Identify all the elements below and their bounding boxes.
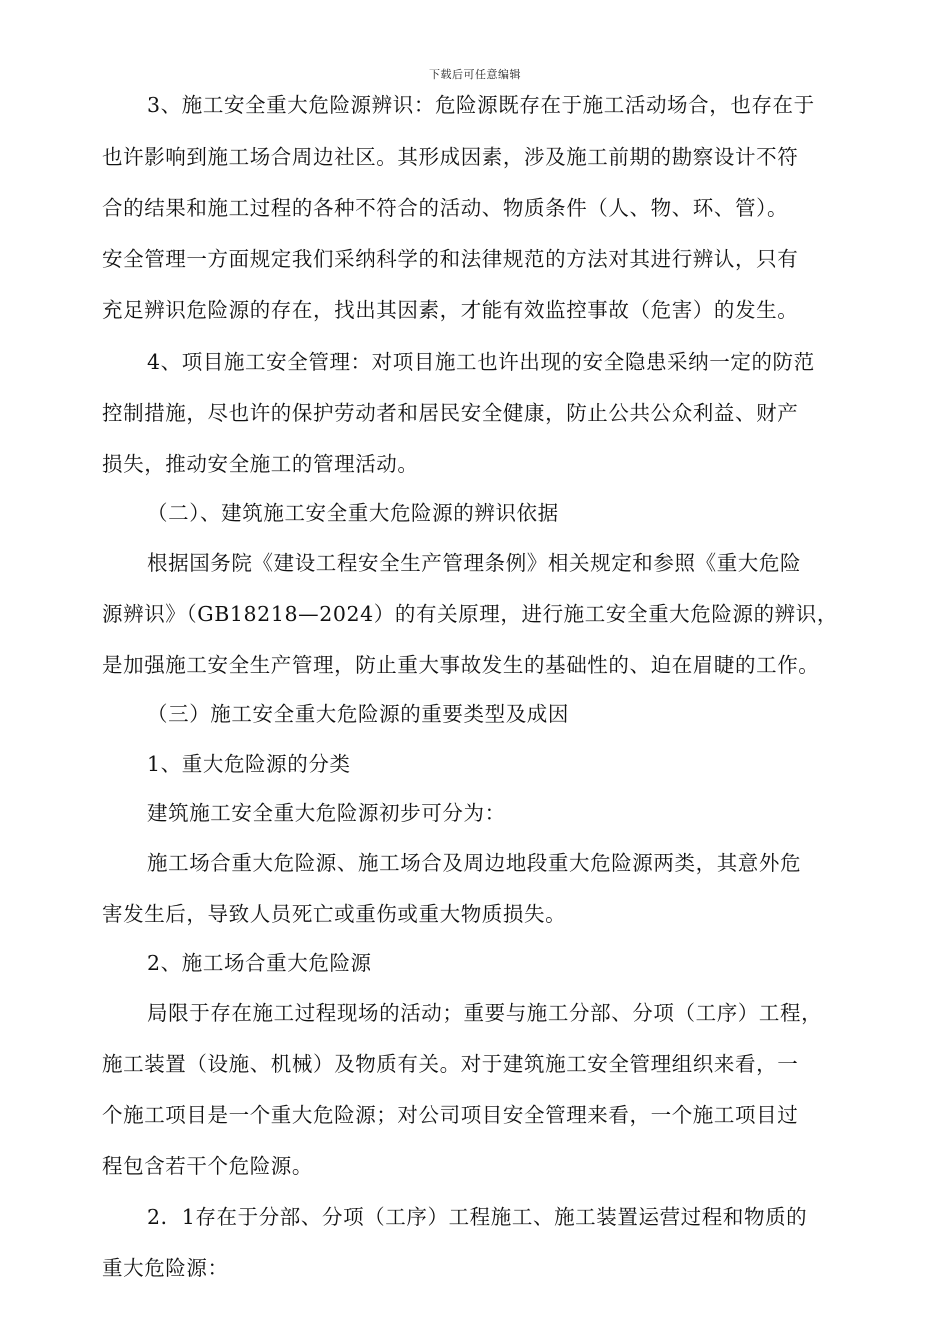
- paragraph-line: 损失，推动安全施工的管理活动。: [102, 452, 419, 476]
- paragraph-line: 安全管理一方面规定我们采纳科学的和法律规范的方法对其进行辨认，只有: [102, 247, 799, 271]
- paragraph-line: 重大危险源：: [102, 1256, 229, 1280]
- paragraph-line: 建筑施工安全重大危险源初步可分为：: [147, 801, 506, 825]
- paragraph-line: 合的结果和施工过程的各种不符合的活动、物质条件（人、物、环、管）。: [102, 196, 789, 220]
- paragraph-line: 3、施工安全重大危险源辨识：危险源既存在于施工活动场合，也存在于: [147, 93, 815, 117]
- paragraph-line: 程包含若干个危险源。: [102, 1154, 313, 1178]
- paragraph-line: 施工装置（设施、机械）及物质有关。对于建筑施工安全管理组织来看，一: [102, 1052, 799, 1076]
- section-heading: （三）施工安全重大危险源的重要类型及成因: [147, 702, 569, 726]
- paragraph-line: 也许影响到施工场合周边社区。其形成因素，涉及施工前期的勘察设计不符: [102, 145, 799, 169]
- subsection-heading: 2、施工场合重大危险源: [147, 951, 372, 975]
- paragraph-line: 局限于存在施工过程现场的活动；重要与施工分部、分项（工序）工程，: [147, 1001, 823, 1025]
- paragraph-line: 施工场合重大危险源、施工场合及周边地段重大危险源两类，其意外危: [147, 851, 802, 875]
- paragraph-line: 源辨识》（GB18218—2024）的有关原理，进行施工安全重大危险源的辨识，: [102, 602, 838, 626]
- paragraph-line: 2．1存在于分部、分项（工序）工程施工、施工装置运营过程和物质的: [147, 1205, 808, 1229]
- paragraph-line: 是加强施工安全生产管理，防止重大事故发生的基础性的、迫在眉睫的工作。: [102, 653, 820, 677]
- section-heading: （二）、建筑施工安全重大危险源的辨识依据: [147, 501, 559, 525]
- paragraph-line: 害发生后，导致人员死亡或重伤或重大物质损失。: [102, 902, 567, 926]
- header-note: 下载后可任意编辑: [429, 68, 521, 81]
- paragraph-line: 4、项目施工安全管理：对项目施工也许出现的安全隐患采纳一定的防范: [147, 350, 815, 374]
- paragraph-line: 控制措施，尽也许的保护劳动者和居民安全健康，防止公共公众利益、财产: [102, 401, 799, 425]
- paragraph-line: 个施工项目是一个重大危险源；对公司项目安全管理来看，一个施工项目过: [102, 1103, 799, 1127]
- subsection-heading: 1、重大危险源的分类: [147, 752, 351, 776]
- paragraph-line: 充足辨识危险源的存在，找出其因素，才能有效监控事故（危害）的发生。: [102, 298, 799, 322]
- paragraph-line: 根据国务院《建设工程安全生产管理条例》相关规定和参照《重大危险: [147, 551, 802, 575]
